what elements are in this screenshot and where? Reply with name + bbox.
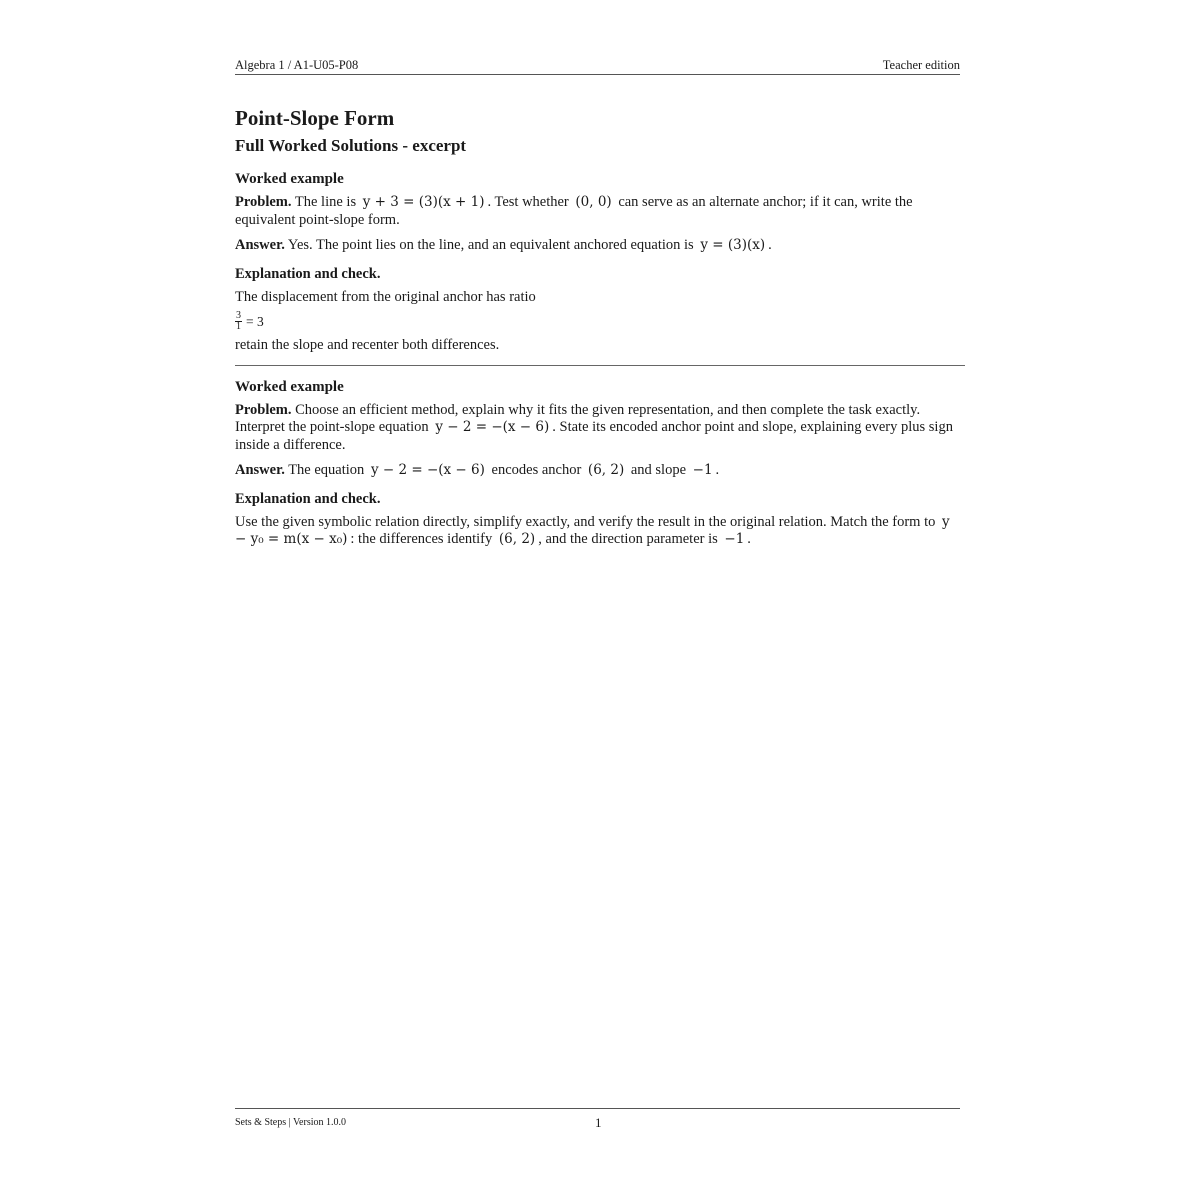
- point: (6, 2): [498, 531, 536, 547]
- explanation-heading: Explanation and check.: [235, 490, 381, 507]
- problem-text: Choose an efficient method, explain why it fits the given representation, and then complete the task exactly. Interpret the point-slope equation: [235, 401, 921, 435]
- problem-text: . Test whether: [487, 194, 569, 210]
- equation: y + 3 = (3)(x + 1): [362, 194, 485, 210]
- equation: y − 2 = −(x − 6): [370, 462, 485, 478]
- publisher-version: Sets & Steps | Version 1.0.0: [235, 1117, 346, 1128]
- answer-text: .: [715, 462, 720, 478]
- document-body: [235, 104, 965, 549]
- problem-label: Problem.: [235, 194, 292, 210]
- fraction-numerator: 3: [236, 310, 241, 321]
- fraction-result: = 3: [246, 313, 264, 329]
- answer-text: .: [768, 237, 772, 253]
- answer-text: encodes anchor: [491, 462, 582, 478]
- fraction-denominator: 1: [236, 321, 241, 332]
- answer-label: Answer.: [235, 237, 285, 253]
- equation: y − 2 = −(x − 6): [435, 419, 550, 435]
- page-title: Point-Slope Form: [235, 106, 395, 130]
- example-heading: Worked example: [235, 378, 344, 395]
- problem-text: The line is: [294, 194, 357, 210]
- general-form: y − y₀ = m(x − x₀): [235, 513, 950, 547]
- example-heading: Worked example: [235, 171, 344, 187]
- problem-label: Problem.: [235, 401, 292, 418]
- answer-paragraph: [235, 237, 965, 255]
- edition-label: Teacher edition: [882, 58, 960, 72]
- running-header: [235, 58, 960, 75]
- problem-text: can serve as an alternate anchor; if it can, write the equivalent point-slope form.: [235, 194, 913, 228]
- answer-text: Yes. The point lies on the line, and an equivalent anchored equation is: [287, 237, 694, 253]
- page-number: 1: [595, 1115, 602, 1130]
- point: (0, 0): [575, 194, 612, 210]
- section-divider: [235, 365, 965, 366]
- course-path: Algebra 1 / A1-U05-P08: [235, 58, 359, 72]
- problem-paragraph: [235, 194, 965, 229]
- slope-value: −1: [724, 531, 745, 547]
- answer-text: and slope: [630, 462, 687, 478]
- answer-label: Answer.: [235, 462, 285, 478]
- explanation-text: : the differences identify: [350, 531, 493, 547]
- worked-example-1: [235, 169, 965, 355]
- answer-text: The equation: [288, 462, 365, 478]
- explanation-heading: Explanation and check.: [235, 265, 381, 282]
- explanation-text: Use the given symbolic relation directly, simplify exactly, and verify the result in the original relation. Match the form to: [235, 513, 936, 530]
- slope-value: −1: [692, 462, 713, 478]
- problem-paragraph: [235, 402, 965, 455]
- fraction-expression: [235, 311, 965, 335]
- explanation-paragraph: [235, 514, 965, 549]
- page-subtitle: Full Worked Solutions - excerpt: [235, 136, 467, 155]
- answer-paragraph: [235, 462, 965, 480]
- problem-text: . State its encoded anchor point and slope, explaining every plus sign inside a difference.: [235, 419, 953, 453]
- point: (6, 2): [587, 462, 625, 478]
- explanation-text: , and the direction parameter is: [538, 531, 718, 547]
- running-footer: [235, 1108, 960, 1133]
- equation: y = (3)(x): [700, 237, 766, 253]
- explanation-text: retain the slope and recenter both differences.: [235, 337, 500, 353]
- worked-example-2: [235, 377, 965, 549]
- explanation-text: The displacement from the original anchor has ratio: [235, 288, 536, 305]
- explanation-text: .: [747, 531, 751, 547]
- fraction: [235, 311, 242, 332]
